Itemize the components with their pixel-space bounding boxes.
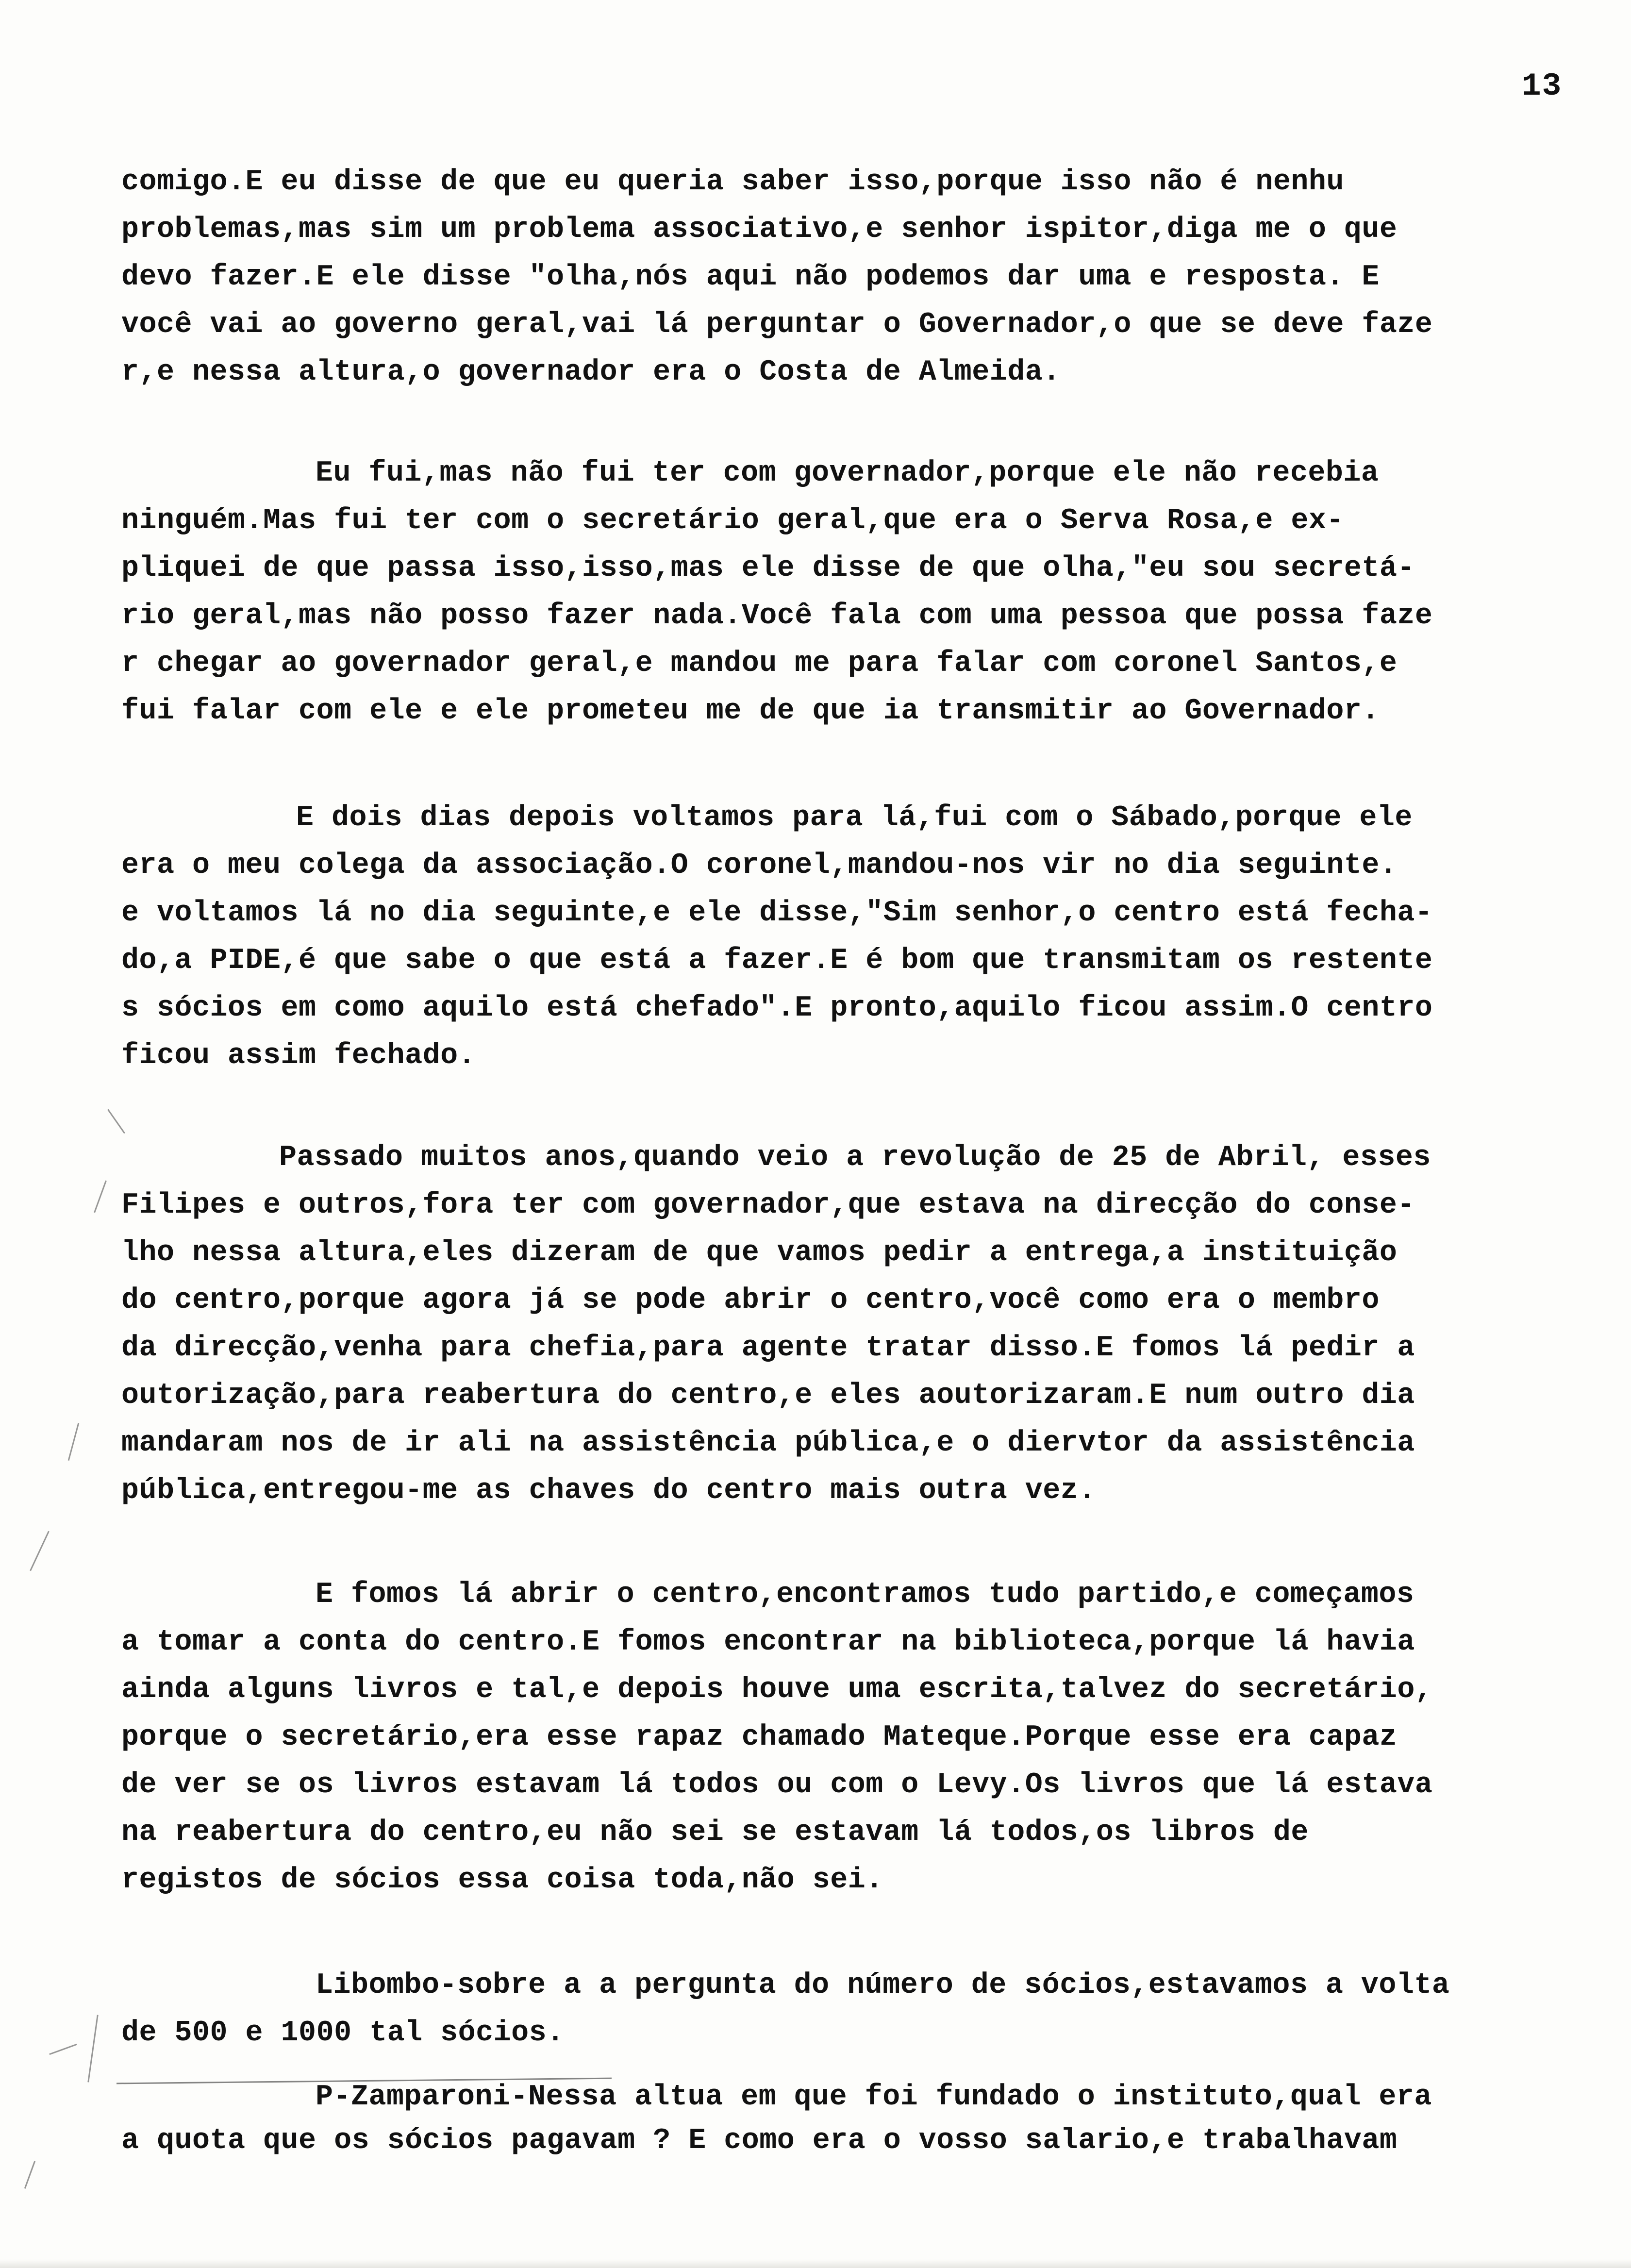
text-line: E fomos lá abrir o centro,encontramos tudo partido,e começamos	[316, 1578, 1415, 1611]
text-line: s sócios em como aquilo está chefado".E pronto,aquilo ficou assim.O centro	[121, 992, 1433, 1025]
text-line: Eu fui,mas não fui ter com governador,porque ele não recebia	[316, 457, 1379, 490]
text-line: comigo.E eu disse de que eu queria saber isso,porque isso não é nenhu	[121, 166, 1344, 199]
margin-mark	[68, 1423, 80, 1461]
text-line: r,e nessa altura,o governador era o Costa de Almeida.	[121, 356, 1061, 389]
text-line: do centro,porque agora já se pode abrir o centro,você como era o membro	[121, 1284, 1380, 1317]
text-line: de 500 e 1000 tal sócios.	[121, 2017, 565, 2050]
text-line: você vai ao governo geral,vai lá perguntar o Governador,o que se deve faze	[121, 308, 1433, 341]
text-line: do,a PIDE,é que sabe o que está a fazer.E é bom que transmitam os restente	[121, 944, 1433, 977]
text-line: porque o secretário,era esse rapaz chamado Mateque.Porque esse era capaz	[121, 1721, 1398, 1754]
text-line: ainda alguns livros e tal,e depois houve uma escrita,talvez do secretário,	[121, 1673, 1433, 1706]
page-edge	[0, 2259, 1631, 2268]
text-line: na reabertura do centro,eu não sei se estavam lá todos,os libros de	[121, 1816, 1309, 1849]
page-number: 13	[1522, 68, 1563, 104]
text-line: lho nessa altura,eles dizeram de que vamos pedir a entrega,a instituição	[121, 1236, 1398, 1269]
text-line: pliquei de que passa isso,isso,mas ele disse de que olha,"eu sou secretá-	[121, 552, 1415, 585]
text-line: a quota que os sócios pagavam ? E como era o vosso salario,e trabalhavam	[121, 2124, 1398, 2157]
text-line: a tomar a conta do centro.E fomos encontrar na biblioteca,porque lá havia	[121, 1626, 1415, 1659]
text-line: ninguém.Mas fui ter com o secretário geral,que era o Serva Rosa,e ex-	[121, 504, 1344, 537]
text-line: devo fazer.E ele disse "olha,nós aqui não podemos dar uma e resposta. E	[121, 261, 1380, 294]
text-line: problemas,mas sim um problema associativo,e senhor ispitor,diga me o que	[121, 213, 1398, 246]
text-line: registos de sócios essa coisa toda,não sei.	[121, 1864, 883, 1897]
margin-mark	[49, 2044, 77, 2055]
text-line: de ver se os livros estavam lá todos ou com o Levy.Os livros que lá estava	[121, 1768, 1433, 1801]
text-line: pública,entregou-me as chaves do centro mais outra vez.	[121, 1474, 1096, 1507]
text-line: outorização,para reabertura do centro,e eles aoutorizaram.E num outro dia	[121, 1379, 1415, 1412]
text-line: ficou assim fechado.	[121, 1039, 476, 1072]
text-line: rio geral,mas não posso fazer nada.Você fala com uma pessoa que possa faze	[121, 600, 1433, 633]
text-line: mandaram nos de ir ali na assistência pública,e o diervtor da assistência	[121, 1427, 1415, 1460]
text-line: r chegar ao governador geral,e mandou me para falar com coronel Santos,e	[121, 647, 1398, 680]
text-line: Passado muitos anos,quando veio a revolução de 25 de Abril, esses	[279, 1141, 1431, 1174]
margin-mark	[30, 1531, 50, 1571]
text-line: Filipes e outros,fora ter com governador,que estava na direcção do conse-	[121, 1189, 1415, 1222]
margin-mark	[87, 2015, 98, 2082]
text-line: era o meu colega da associação.O coronel,mandou-nos vir no dia seguinte.	[121, 849, 1398, 882]
text-line: e voltamos lá no dia seguinte,e ele disse,"Sim senhor,o centro está fecha-	[121, 897, 1433, 930]
text-line: E dois dias depois voltamos para lá,fui com o Sábado,porque ele	[296, 801, 1413, 834]
text-line: P-Zamparoni-Nessa altua em que foi fundado o instituto,qual era	[316, 2081, 1432, 2114]
margin-mark	[24, 2161, 35, 2188]
text-line: fui falar com ele e ele prometeu me de que ia transmitir ao Governador.	[121, 695, 1380, 728]
margin-mark	[94, 1181, 107, 1213]
margin-mark	[107, 1109, 125, 1134]
text-line: Libombo-sobre a a pergunta do número de sócios,estavamos a volta	[316, 1969, 1450, 2002]
text-line: da direcção,venha para chefia,para agente tratar disso.E fomos lá pedir a	[121, 1332, 1415, 1365]
